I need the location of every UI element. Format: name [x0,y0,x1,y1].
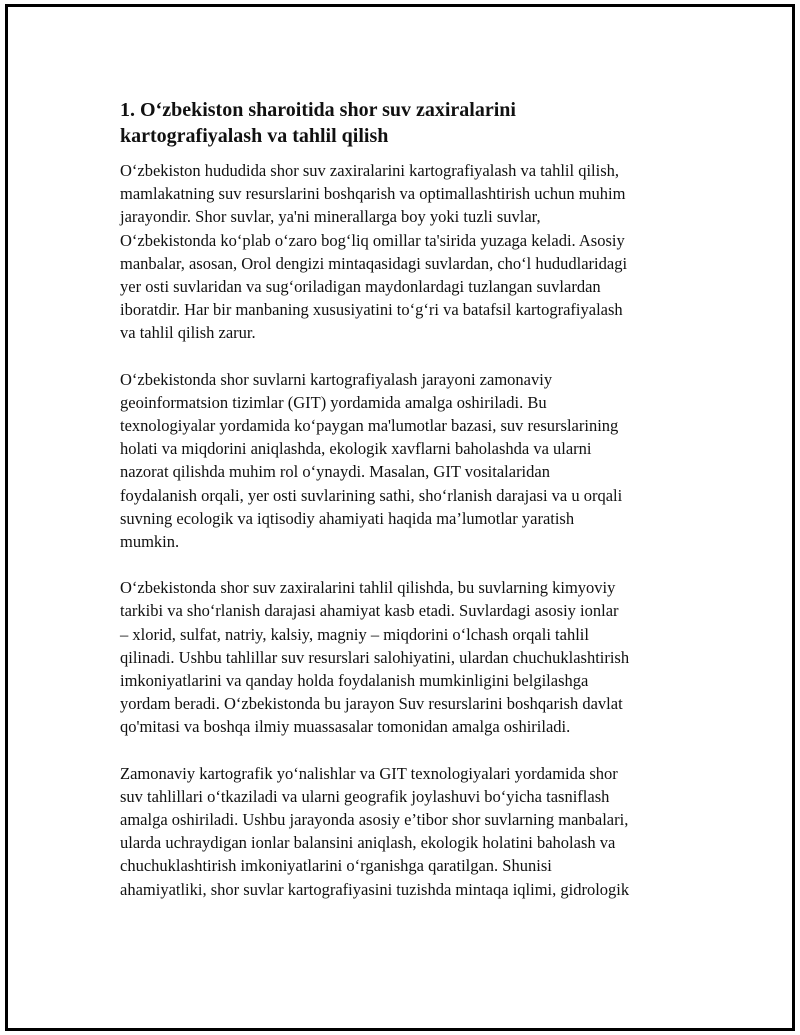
text-line: qo'mitasi va boshqa ilmiy muassasalar tomonidan amalga oshiriladi. [120,717,571,737]
text-line: O‘zbekistonda shor suv zaxiralarini tahlil qilishda, bu suvlarning kimyoviy [120,578,616,598]
text-line: texnologiyalar yordamida ko‘paygan ma'lumotlar bazasi, suv resurslarining [120,416,619,436]
text-line: holati va miqdorini aniqlashda, ekologik xavflarni baholashda va ularni [120,439,592,459]
text-line: tarkibi va sho‘rlanish darajasi ahamiyat kasb etadi. Suvlardagi asosiy ionlar [120,601,619,621]
text-line: geoinformatsion tizimlar (GIT) yordamida amalga oshiriladi. Bu [120,392,547,412]
title-line: kartografiyalash va tahlil qilish [120,125,389,147]
paragraph-3 [120,576,700,738]
text-line: O‘zbekiston hududida shor suv zaxiralarini kartografiyalash va tahlil qilish, [120,161,619,180]
section-title [120,97,700,149]
document-body [120,97,700,924]
text-line: amalga oshiriladi. Ushbu jarayonda asosiy e’tibor shor suvlarning manbalari, [120,810,629,830]
text-line: suvning ecologik va iqtisodiy ahamiyati haqida ma’lumotlar yaratish [120,508,575,528]
text-line: chuchuklashtirish imkoniyatlarini o‘rganishga qaratilgan. Shunisi [120,856,552,876]
text-line: va tahlil qilish zarur. [120,323,256,343]
title-line: 1. O‘zbekiston sharoitida shor suv zaxiralarini [120,99,516,121]
text-line: suv tahlillari o‘tkaziladi va ularni geografik joylashuvi bo‘yicha tasniflash [120,786,610,806]
text-line: yer osti suvlaridan va sug‘oriladigan maydonlardagi tuzlangan suvlardan [120,277,601,297]
text-line: foydalanish orqali, yer osti suvlarining sathi, sho‘rlanish darajasi va u orqali [120,485,623,505]
text-line: mumkin. [120,532,180,552]
paragraph-4 [120,762,700,901]
text-line: manbalar, asosan, Orol dengizi mintaqasidagi suvlardan, cho‘l hududlaridagi [120,253,628,273]
page-frame [5,4,795,1031]
text-line: O‘zbekistonda ko‘plab o‘zaro bog‘liq omillar ta'sirida yuzaga keladi. Asosiy [120,230,625,250]
text-line: ahamiyatliki, shor suvlar kartografiyasini tuzishda mintaqa iqlimi, gidrologik [120,879,630,899]
text-line: ularda uchraydigan ionlar balansini aniqlash, ekologik holatini baholash va [120,833,616,853]
text-line: iboratdir. Har bir manbaning xususiyatini to‘g‘ri va batafsil kartografiyalash [120,300,623,320]
text-line: jarayondir. Shor suvlar, ya'ni minerallarga boy yoki tuzli suvlar, [120,207,541,227]
text-line: mamlakatning suv resurslarini boshqarish va optimallashtirish uchun muhim [120,184,626,204]
paragraph-2 [120,368,700,554]
text-line: imkoniyatlarini va qanday holda foydalanish mumkinligini belgilashga [120,671,589,691]
text-line: qilinadi. Ushbu tahlillar suv resurslari salohiyatini, ulardan chuchuklashtirish [120,647,630,667]
text-line: Zamonaviy kartografik yo‘nalishlar va GIT texnologiyalari yordamida shor [120,763,618,783]
text-line: yordam beradi. O‘zbekistonda bu jarayon Suv resurslarini boshqarish davlat [120,694,623,714]
text-line: O‘zbekistonda shor suvlarni kartografiyalash jarayoni zamonaviy [120,369,553,389]
paragraph-1 [120,159,700,345]
text-line: nazorat qilishda muhim rol o‘ynaydi. Masalan, GIT vositalaridan [120,462,550,482]
text-line: – xlorid, sulfat, natriy, kalsiy, magniy – miqdorini o‘lchash orqali tahlil [120,624,589,644]
